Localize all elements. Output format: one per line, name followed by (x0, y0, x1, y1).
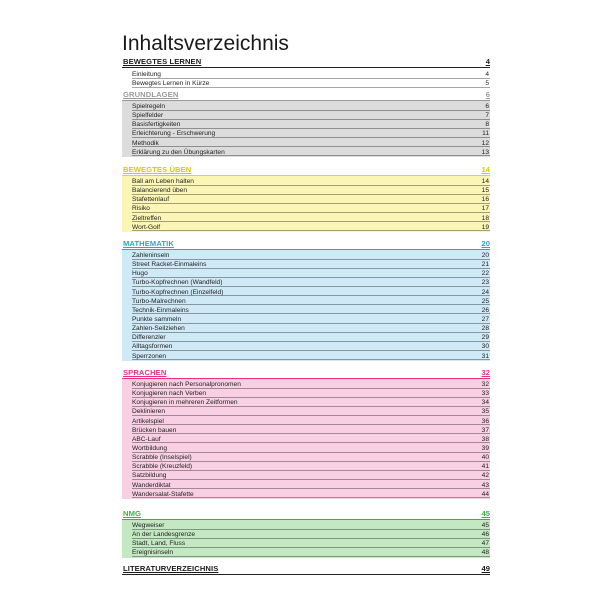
toc-entry[interactable] (122, 306, 490, 315)
entry-rule (132, 155, 490, 156)
entry-page: 22 (481, 270, 489, 278)
section-sprachen (122, 367, 490, 499)
toc-entry[interactable] (122, 204, 490, 213)
toc-entry[interactable] (122, 417, 490, 426)
toc-entry[interactable] (122, 530, 490, 539)
toc-entry[interactable] (122, 462, 490, 471)
section-page: 45 (481, 509, 490, 518)
entry-title: Deklinieren (132, 408, 165, 416)
toc-entry[interactable] (122, 333, 490, 342)
toc-entry[interactable] (122, 260, 490, 269)
toc-entry[interactable] (122, 481, 490, 490)
entry-title: Street Racket-Einmaleins (132, 261, 207, 269)
entry-page: 46 (481, 531, 489, 539)
toc-entry[interactable] (122, 120, 490, 129)
entry-title: Sperrzonen (132, 352, 167, 360)
entry-page: 45 (481, 522, 489, 529)
entry-title: Basisfertigkeiten (132, 121, 181, 129)
toc-entry[interactable] (122, 352, 490, 361)
entry-page: 32 (481, 381, 489, 388)
section-page: 20 (481, 239, 490, 248)
entry-title: Erklärung zu den Übungskarten (132, 148, 225, 156)
section-label: MATHEMATIK (123, 239, 174, 248)
entry-page: 27 (481, 315, 489, 323)
entry-title: Artikelspiel (132, 417, 164, 425)
toc-entry[interactable] (122, 471, 490, 480)
section-heading[interactable] (122, 367, 490, 379)
entry-page: 6 (485, 103, 489, 110)
entry-page: 15 (481, 187, 489, 195)
section-label: SPRACHEN (123, 368, 167, 377)
section-body (122, 520, 490, 558)
entry-title: Brücken bauen (132, 426, 177, 434)
entry-title: Zieltreffen (132, 214, 162, 222)
entry-title: Technik-Einmaleins (132, 306, 189, 314)
section-body (122, 176, 490, 232)
entry-page: 30 (481, 343, 489, 351)
toc-entry[interactable] (122, 444, 490, 453)
entry-page: 47 (481, 540, 489, 548)
section-page: 6 (485, 90, 490, 99)
section-nmg (122, 508, 490, 558)
entry-page: 28 (481, 325, 489, 333)
toc-entry[interactable] (122, 177, 490, 186)
section-bewegtes-ueben (122, 164, 490, 232)
section-label: LITERATURVERZEICHNIS (123, 564, 219, 573)
entry-page: 8 (485, 121, 489, 129)
entry-title: Wegweiser (132, 522, 165, 529)
entry-page: 13 (481, 148, 489, 156)
toc-entry[interactable] (122, 139, 490, 148)
toc-entry[interactable] (122, 186, 490, 195)
entry-title: Wandersalat-Stafette (132, 490, 194, 498)
section-grundlagen (122, 89, 490, 157)
entry-title: Zahlen-Seilziehen (132, 325, 185, 333)
entry-page: 37 (481, 426, 489, 434)
entry-page: 33 (481, 390, 489, 398)
entry-page: 23 (481, 279, 489, 287)
section-page: 4 (485, 57, 490, 66)
toc-entry[interactable] (122, 278, 490, 287)
toc-entry[interactable] (122, 102, 490, 111)
entry-title: Einleitung (132, 71, 161, 78)
entry-title: An der Landesgrenze (132, 531, 196, 539)
section-heading[interactable] (122, 563, 490, 575)
entry-page: 17 (481, 205, 489, 213)
section-heading[interactable] (122, 89, 490, 101)
section-label: GRUNDLAGEN (123, 90, 179, 99)
section-bewegtes-lernen (122, 56, 490, 88)
toc-entry[interactable] (122, 548, 490, 557)
toc-entry[interactable] (122, 426, 490, 435)
entry-title: Methodik (132, 139, 159, 147)
entry-title: Wanderdiktat (132, 481, 171, 489)
section-body (122, 379, 490, 499)
toc-entry[interactable] (122, 251, 490, 260)
entry-rule (132, 230, 490, 231)
entry-page: 39 (481, 444, 489, 452)
entry-rule (132, 359, 490, 360)
section-page: 32 (481, 368, 490, 377)
entry-title: ABC-Lauf (132, 435, 161, 443)
entry-page: 16 (481, 196, 489, 204)
entry-title: Konjugieren nach Verben (132, 390, 207, 398)
section-heading[interactable] (122, 164, 490, 176)
toc-entry[interactable] (122, 148, 490, 157)
section-body (122, 101, 490, 157)
entry-page: 40 (481, 454, 489, 462)
entry-title: Alltagsformen (132, 343, 173, 351)
entry-rule (132, 556, 490, 557)
entry-title: Spielregeln (132, 103, 165, 110)
section-body (122, 250, 490, 361)
toc-entry[interactable] (122, 315, 490, 324)
toc-entry[interactable] (122, 389, 490, 398)
entry-title: Wort-Golf (132, 223, 161, 231)
entry-title: Ereignisinseln (132, 549, 174, 557)
entry-title: Stadt, Land, Fluss (132, 540, 186, 548)
toc-entry[interactable] (122, 407, 490, 416)
entry-page: 31 (481, 352, 489, 360)
toc-entry[interactable] (122, 435, 490, 444)
section-page: 49 (481, 564, 490, 573)
entry-title: Turbo-Kopfrechnen (Wandfeld) (132, 279, 223, 287)
entry-title: Erleichterung - Erschwerung (132, 130, 216, 138)
toc-entry[interactable] (122, 129, 490, 138)
section-body (122, 68, 490, 88)
toc-entry[interactable] (122, 269, 490, 278)
toc-entry[interactable] (122, 342, 490, 351)
toc-entry[interactable] (122, 111, 490, 120)
entry-title: Wortbildung (132, 444, 168, 452)
toc-entry[interactable] (122, 490, 490, 499)
section-heading[interactable] (122, 56, 490, 68)
section-heading[interactable] (122, 238, 490, 250)
entry-page: 14 (481, 178, 489, 185)
entry-page: 4 (485, 71, 489, 78)
toc-entry[interactable] (122, 539, 490, 548)
toc-entry[interactable] (122, 214, 490, 223)
entry-page: 35 (481, 408, 489, 416)
section-label: BEWEGTES ÜBEN (123, 165, 192, 174)
toc-entry[interactable] (122, 223, 490, 232)
entry-title: Risiko (132, 205, 150, 213)
page-title: Inhaltsverzeichnis (122, 32, 289, 55)
entry-page: 41 (481, 463, 489, 471)
entry-page: 11 (482, 130, 489, 138)
toc-entry[interactable] (122, 324, 490, 333)
entry-rule (132, 497, 490, 498)
entry-title: Bewegtes Lernen in Kürze (132, 80, 210, 88)
toc-entry[interactable] (122, 380, 490, 389)
entry-title: Zahleninseln (132, 252, 170, 259)
entry-page: 21 (481, 261, 489, 269)
toc-entry[interactable] (122, 453, 490, 462)
toc-entry[interactable] (122, 297, 490, 306)
entry-page: 29 (481, 334, 489, 342)
entry-page: 12 (481, 139, 489, 147)
entry-title: Turbo-Malrechnen (132, 297, 186, 305)
section-rule (122, 574, 490, 576)
entry-page: 42 (481, 472, 489, 480)
toc-entry[interactable] (122, 195, 490, 204)
entry-page: 25 (481, 297, 489, 305)
entry-title: Turbo-Kopfrechnen (Einzelfeld) (132, 288, 224, 296)
entry-page: 20 (481, 252, 489, 259)
entry-page: 24 (481, 288, 489, 296)
entry-page: 44 (481, 490, 489, 498)
entry-page: 19 (481, 223, 489, 231)
entry-page: 48 (481, 549, 489, 557)
entry-title: Hugo (132, 270, 148, 278)
entry-page: 18 (481, 214, 489, 222)
section-literaturverzeichnis (122, 563, 490, 575)
section-label: NMG (123, 509, 142, 518)
toc-entry[interactable] (122, 79, 490, 88)
section-page: 14 (481, 165, 490, 174)
entry-page: 34 (481, 399, 489, 407)
entry-title: Konjugieren in mehreren Zeitformen (132, 399, 238, 407)
section-mathematik (122, 238, 490, 361)
toc-entry[interactable] (122, 70, 490, 79)
entry-title: Spielfelder (132, 112, 164, 120)
entry-title: Balancierend üben (132, 187, 187, 195)
entry-page: 5 (485, 80, 489, 88)
entry-page: 36 (481, 417, 489, 425)
entry-title: Satzbildung (132, 472, 167, 480)
entry-rule (132, 87, 490, 88)
entry-title: Scrabble (Kreuzfeld) (132, 463, 193, 471)
entry-title: Punkte sammeln (132, 315, 182, 323)
toc-entry[interactable] (122, 398, 490, 407)
entry-page: 7 (485, 112, 489, 120)
entry-title: Ball am Leben halten (132, 178, 194, 185)
toc-entry[interactable] (122, 521, 490, 530)
entry-page: 43 (481, 481, 489, 489)
toc-entry[interactable] (122, 288, 490, 297)
section-label: BEWEGTES LERNEN (123, 57, 202, 66)
section-heading[interactable] (122, 508, 490, 520)
entry-page: 38 (481, 435, 489, 443)
entry-title: Scrabble (Inselspiel) (132, 454, 192, 462)
entry-page: 26 (481, 306, 489, 314)
entry-title: Konjugieren nach Personalpronomen (132, 381, 241, 388)
entry-title: Differenzler (132, 334, 166, 342)
entry-title: Stafettenlauf (132, 196, 170, 204)
